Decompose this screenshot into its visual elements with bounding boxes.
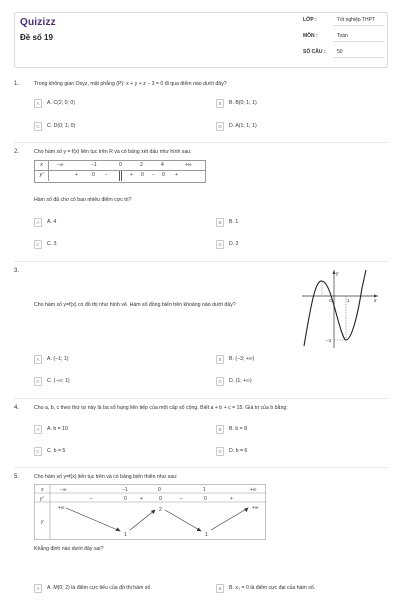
option-letter-box: D [216, 377, 224, 386]
option-text: B. x₀ = 0 là điểm cực đại của hàm số. [229, 585, 316, 591]
x-value: −1 [122, 487, 128, 493]
question-number: 2. [14, 149, 20, 155]
sign: − [152, 172, 155, 178]
question-text: Cho hàm số y=f(x) có đồ thị như hình vẽ. Hàm số đồng biến trên khoảng nào dưới đây? [34, 302, 236, 308]
sign: 0 [204, 496, 207, 502]
option-letter-box: B [216, 425, 224, 434]
option-letter-box: A [34, 218, 42, 227]
sign: 0 [92, 172, 95, 178]
sign: − [105, 172, 108, 178]
subject-value: Toán [337, 33, 348, 39]
x-value: −∞ [60, 487, 67, 493]
exam-header [14, 12, 388, 68]
option-text: B. b = 8 [229, 426, 248, 432]
class-label: LỚP : [303, 17, 317, 23]
option-text: C. b = 5 [47, 448, 66, 454]
x-label: x [41, 487, 44, 493]
x-value: +∞ [185, 162, 192, 168]
question-prompt: Hàm số đã cho có bao nhiêu điểm cực trị? [34, 197, 132, 203]
option-letter-box: C [34, 447, 42, 456]
sign: 0 [162, 172, 165, 178]
question-text: Cho a, b, c theo thứ tự này là ba số hạng liên tiếp của một cấp số cộng. Biết a + b + c = 15. Giá trị của b bằng: [34, 405, 288, 411]
x-value: 0 [119, 162, 122, 168]
subject-label: MÔN : [303, 33, 318, 39]
option-text: C. 3 [47, 241, 57, 247]
tick-label-neg-three: −3 [326, 338, 332, 343]
sign: + [130, 172, 133, 178]
y-value: 1 [124, 532, 127, 538]
yprime-label: y' [40, 496, 44, 502]
option-letter-box: C [34, 240, 42, 249]
divider [333, 25, 385, 26]
x-axis-label: x [374, 298, 377, 304]
sign-table [34, 160, 206, 183]
y-value: 2 [159, 507, 162, 513]
option-text: D. 2 [229, 241, 239, 247]
x-value: 0 [158, 487, 161, 493]
option-letter-box: A [34, 355, 42, 364]
question-text: Trong không gian Oxyz, mặt phẳng (P): x + y + z − 3 = 0 đi qua điểm nào dưới đây? [34, 81, 227, 87]
y-axis-label: y [336, 271, 339, 277]
table-row-x [35, 161, 205, 171]
tick-label-one: 1 [347, 298, 350, 303]
question-number: 5. [14, 474, 20, 480]
function-graph [300, 268, 380, 350]
question-divider [14, 142, 388, 143]
option-text: B. 1 [229, 219, 239, 225]
quizizz-logo: Quizizz [20, 17, 56, 28]
option-letter-box: D [216, 447, 224, 456]
y-value: 1 [205, 532, 208, 538]
option-letter-box: C [34, 377, 42, 386]
option-text: A. M(0; 2) là điểm cực tiểu của đồ thị hàm số. [47, 585, 152, 591]
y-value: +∞ [252, 505, 259, 511]
option-text: C. D(0; 1; 0) [47, 123, 76, 129]
function-curve [304, 270, 366, 346]
option-text: A. C(2; 0; 0) [47, 100, 75, 106]
undefined-marker [119, 171, 122, 181]
x-label: x [35, 161, 49, 170]
count-label: SỐ CÂU : [303, 49, 326, 55]
question-1 [14, 81, 388, 141]
x-value: −∞ [57, 162, 64, 168]
option-text: B. (−3; +∞) [229, 356, 255, 362]
sign: 0 [141, 172, 144, 178]
x-value: 1 [203, 487, 206, 493]
option-letter-box: A [34, 584, 42, 593]
sign: 0 [124, 496, 127, 502]
option-letter-box: B [216, 355, 224, 364]
question-number: 3. [14, 268, 20, 274]
option-letter-box: B [216, 218, 224, 227]
option-letter-box: A [34, 425, 42, 434]
sign: + [140, 496, 143, 502]
option-text: A. (−1; 1) [47, 356, 69, 362]
yprime-label: y' [35, 171, 49, 181]
class-value: Tốt nghiệp THPT [337, 17, 375, 23]
x-value: 2 [140, 162, 143, 168]
option-text: D. b = 6 [229, 448, 248, 454]
sign: − [180, 496, 183, 502]
sign: + [75, 172, 78, 178]
option-text: C. (−∞; 1) [47, 378, 70, 384]
question-text: Cho hàm số y=f(x) liên tục trên và có bảng biến thiên như sau: [34, 474, 178, 480]
x-value: 4 [161, 162, 164, 168]
sign: 0 [159, 496, 162, 502]
option-text: B. B(0; 1; 1) [229, 100, 257, 106]
divider [333, 41, 385, 42]
question-number: 1. [14, 81, 20, 87]
option-letter-box: B [216, 99, 224, 108]
option-letter-box: C [34, 122, 42, 131]
question-divider [14, 398, 388, 399]
option-letter-box: D [216, 122, 224, 131]
option-text: A. 4 [47, 219, 57, 225]
option-letter-box: B [216, 584, 224, 593]
sign: + [230, 496, 233, 502]
option-text: D. (1; +∞) [229, 378, 252, 384]
option-text: D. A(1; 1; 1) [229, 123, 257, 129]
question-number: 4. [14, 405, 20, 411]
option-letter-box: A [34, 99, 42, 108]
x-value: +∞ [250, 487, 257, 493]
count-value: 50 [337, 49, 343, 55]
y-value: +∞ [58, 505, 65, 511]
question-divider [14, 261, 388, 262]
sign: − [90, 496, 93, 502]
exam-title: Đề số 19 [20, 33, 53, 42]
question-divider [14, 467, 388, 468]
variation-table [34, 484, 266, 540]
option-text: A. b = 10 [47, 426, 68, 432]
sign: + [175, 172, 178, 178]
y-label: y [41, 519, 44, 525]
question-prompt: Khẳng định nào dưới đây sai? [34, 546, 104, 552]
question-4 [14, 405, 388, 417]
question-text: Cho hàm số y = f(x) liên tục trên R và có bảng xét dấu như hình sau: [34, 149, 192, 155]
x-value: −1 [91, 162, 97, 168]
origin-label: O [329, 298, 333, 303]
option-letter-box: D [216, 240, 224, 249]
table-row-yprime [35, 171, 205, 181]
divider [333, 57, 385, 58]
